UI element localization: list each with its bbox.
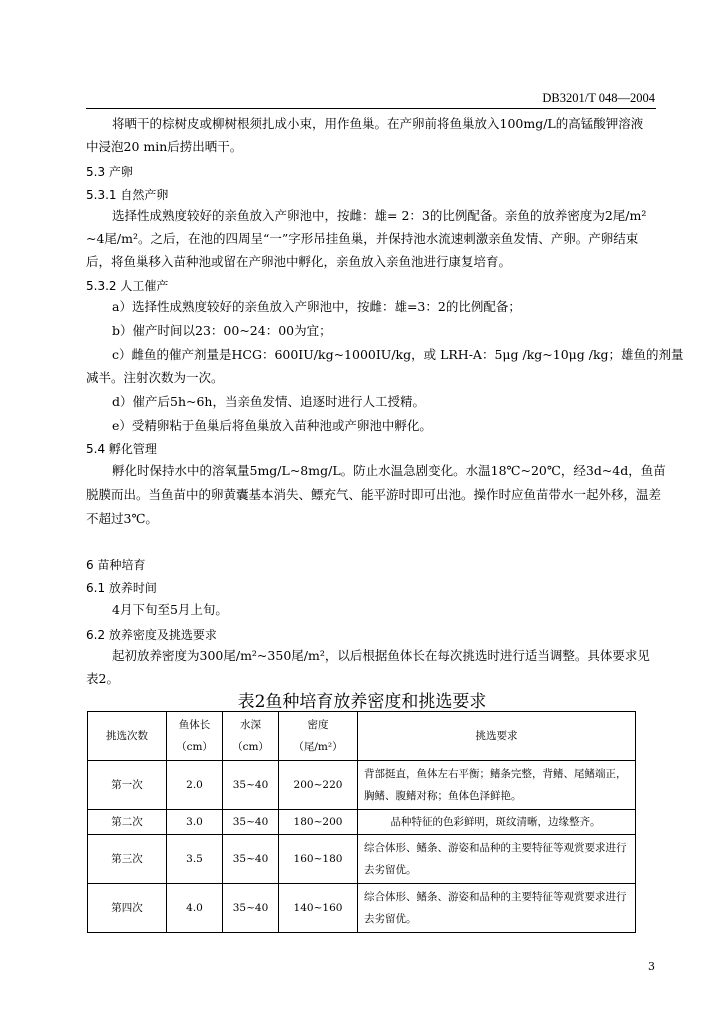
section-heading: 5.3 产卵 bbox=[86, 165, 133, 179]
header-depth-unit: （cm） bbox=[232, 741, 269, 753]
cell-requirement: 综合体形、鳍条、游姿和品种的主要特征等观赏要求进行去劣留优。 bbox=[358, 835, 636, 884]
cell-length: 3.5 bbox=[167, 835, 223, 884]
cell-density: 180~200 bbox=[279, 810, 358, 835]
cell-depth: 35~40 bbox=[223, 835, 279, 884]
paragraph-line: 后，将鱼巢移入苗种池或留在产卵池中孵化，亲鱼放入亲鱼池进行康复培育。 bbox=[86, 254, 512, 269]
header-length bbox=[167, 712, 223, 761]
header-length-label: 鱼体长 bbox=[178, 719, 211, 731]
list-item: d）催产后5h~6h，当亲鱼发情、追逐时进行人工授精。 bbox=[112, 394, 425, 409]
header-density-label: 密度 bbox=[307, 719, 329, 731]
paragraph-line: 脱膜而出。当鱼苗中的卵黄囊基本消失、鳔充气、能平游时即可出池。操作时应鱼苗带水一起外移，温差 bbox=[86, 487, 662, 502]
header-rule bbox=[86, 108, 656, 109]
table-row bbox=[88, 835, 636, 884]
cell-count: 第四次 bbox=[88, 884, 167, 933]
list-item: e）受精卵粘于鱼巢后将鱼巢放入苗种池或产卵池中孵化。 bbox=[112, 418, 432, 433]
cell-requirement: 综合体形、鳍条、游姿和品种的主要特征等观赏要求进行去劣留优。 bbox=[358, 884, 636, 933]
header-depth bbox=[223, 712, 279, 761]
list-item: b）催产时间以23：00~24：00为宜； bbox=[112, 323, 332, 338]
cell-count: 第一次 bbox=[88, 761, 167, 810]
table-caption: 表2鱼种培育放养密度和挑选要求 bbox=[237, 692, 487, 712]
header-length-unit: （cm） bbox=[176, 741, 213, 753]
table-row bbox=[88, 761, 636, 810]
section-heading: 6.2 放养密度及挑选要求 bbox=[86, 628, 217, 642]
cell-requirement: 品种特征的色彩鲜明，斑纹清晰，边缘整齐。 bbox=[358, 810, 636, 835]
cell-depth: 35~40 bbox=[223, 761, 279, 810]
section-heading: 6.1 放养时间 bbox=[86, 581, 157, 595]
section-heading: 5.4 孵化管理 bbox=[86, 442, 157, 456]
page-number: 3 bbox=[648, 960, 655, 973]
cell-length: 2.0 bbox=[167, 761, 223, 810]
table-header-row bbox=[88, 712, 636, 761]
list-item: a）选择性成熟度较好的亲鱼放入产卵池中，按雌：雄=3：2的比例配备； bbox=[112, 299, 521, 314]
paragraph-line: 中浸泡20 min后捞出晒干。 bbox=[86, 139, 243, 154]
paragraph-line: 减半。注射次数为一次。 bbox=[86, 370, 224, 385]
paragraph-line: 表2。 bbox=[86, 671, 119, 686]
header-depth-label: 水深 bbox=[240, 719, 261, 731]
cell-count: 第二次 bbox=[88, 810, 167, 835]
section-heading: 5.3.2 人工催产 bbox=[86, 279, 169, 293]
cell-depth: 35~40 bbox=[223, 810, 279, 835]
stocking-table bbox=[87, 711, 636, 933]
list-item: c）雌鱼的催产剂量是HCG：600IU/kg~1000IU/kg，或 LRH-A：5μg /kg~10μg /kg；雄鱼的剂量 bbox=[112, 347, 684, 362]
section-heading: 6 苗种培育 bbox=[86, 558, 146, 572]
cell-density: 160~180 bbox=[279, 835, 358, 884]
paragraph-line: 将晒干的棕树皮或柳树根须扎成小束，用作鱼巢。在产卵前将鱼巢放入100mg/L的高锰酸钾溶液 bbox=[112, 116, 644, 131]
cell-density: 140~160 bbox=[279, 884, 358, 933]
cell-length: 3.0 bbox=[167, 810, 223, 835]
cell-depth: 35~40 bbox=[223, 884, 279, 933]
paragraph-line: 孵化时保持水中的溶氧量5mg/L~8mg/L。防止水温急剧变化。水温18℃~20℃，经3d~4d，鱼苗 bbox=[112, 463, 666, 478]
paragraph-line: 4月下旬至5月上旬。 bbox=[112, 602, 228, 617]
document-code: DB3201/T 048—2004 bbox=[542, 91, 655, 105]
table-row bbox=[88, 810, 636, 835]
header-requirement: 挑选要求 bbox=[358, 712, 636, 761]
paragraph-line: 起初放养密度为300尾/m²~350尾/m²，以后根据鱼体长在每次挑选时进行适当调整。具体要求见 bbox=[112, 648, 650, 663]
header-density-unit: （尾/m²） bbox=[293, 741, 343, 753]
section-heading: 5.3.1 自然产卵 bbox=[86, 188, 169, 202]
header-density bbox=[279, 712, 358, 761]
cell-length: 4.0 bbox=[167, 884, 223, 933]
header-count: 挑选次数 bbox=[88, 712, 167, 761]
cell-count: 第三次 bbox=[88, 835, 167, 884]
table-row bbox=[88, 884, 636, 933]
cell-requirement: 背部挺直，鱼体左右平衡；鳍条完整，背鳍、尾鳍端正，胸鳍、腹鳍对称；鱼体色泽鲜艳。 bbox=[358, 761, 636, 810]
paragraph-line: 选择性成熟度较好的亲鱼放入产卵池中，按雌：雄= 2：3的比例配备。亲鱼的放养密度为2尾/m² bbox=[112, 208, 647, 223]
paragraph-line: ~4尾/m²。之后，在池的四周呈“一”字形吊挂鱼巢，并保持池水流速刺激亲鱼发情、产卵。产卵结束 bbox=[86, 231, 639, 246]
paragraph-line: 不超过3℃。 bbox=[86, 511, 158, 526]
cell-density: 200~220 bbox=[279, 761, 358, 810]
